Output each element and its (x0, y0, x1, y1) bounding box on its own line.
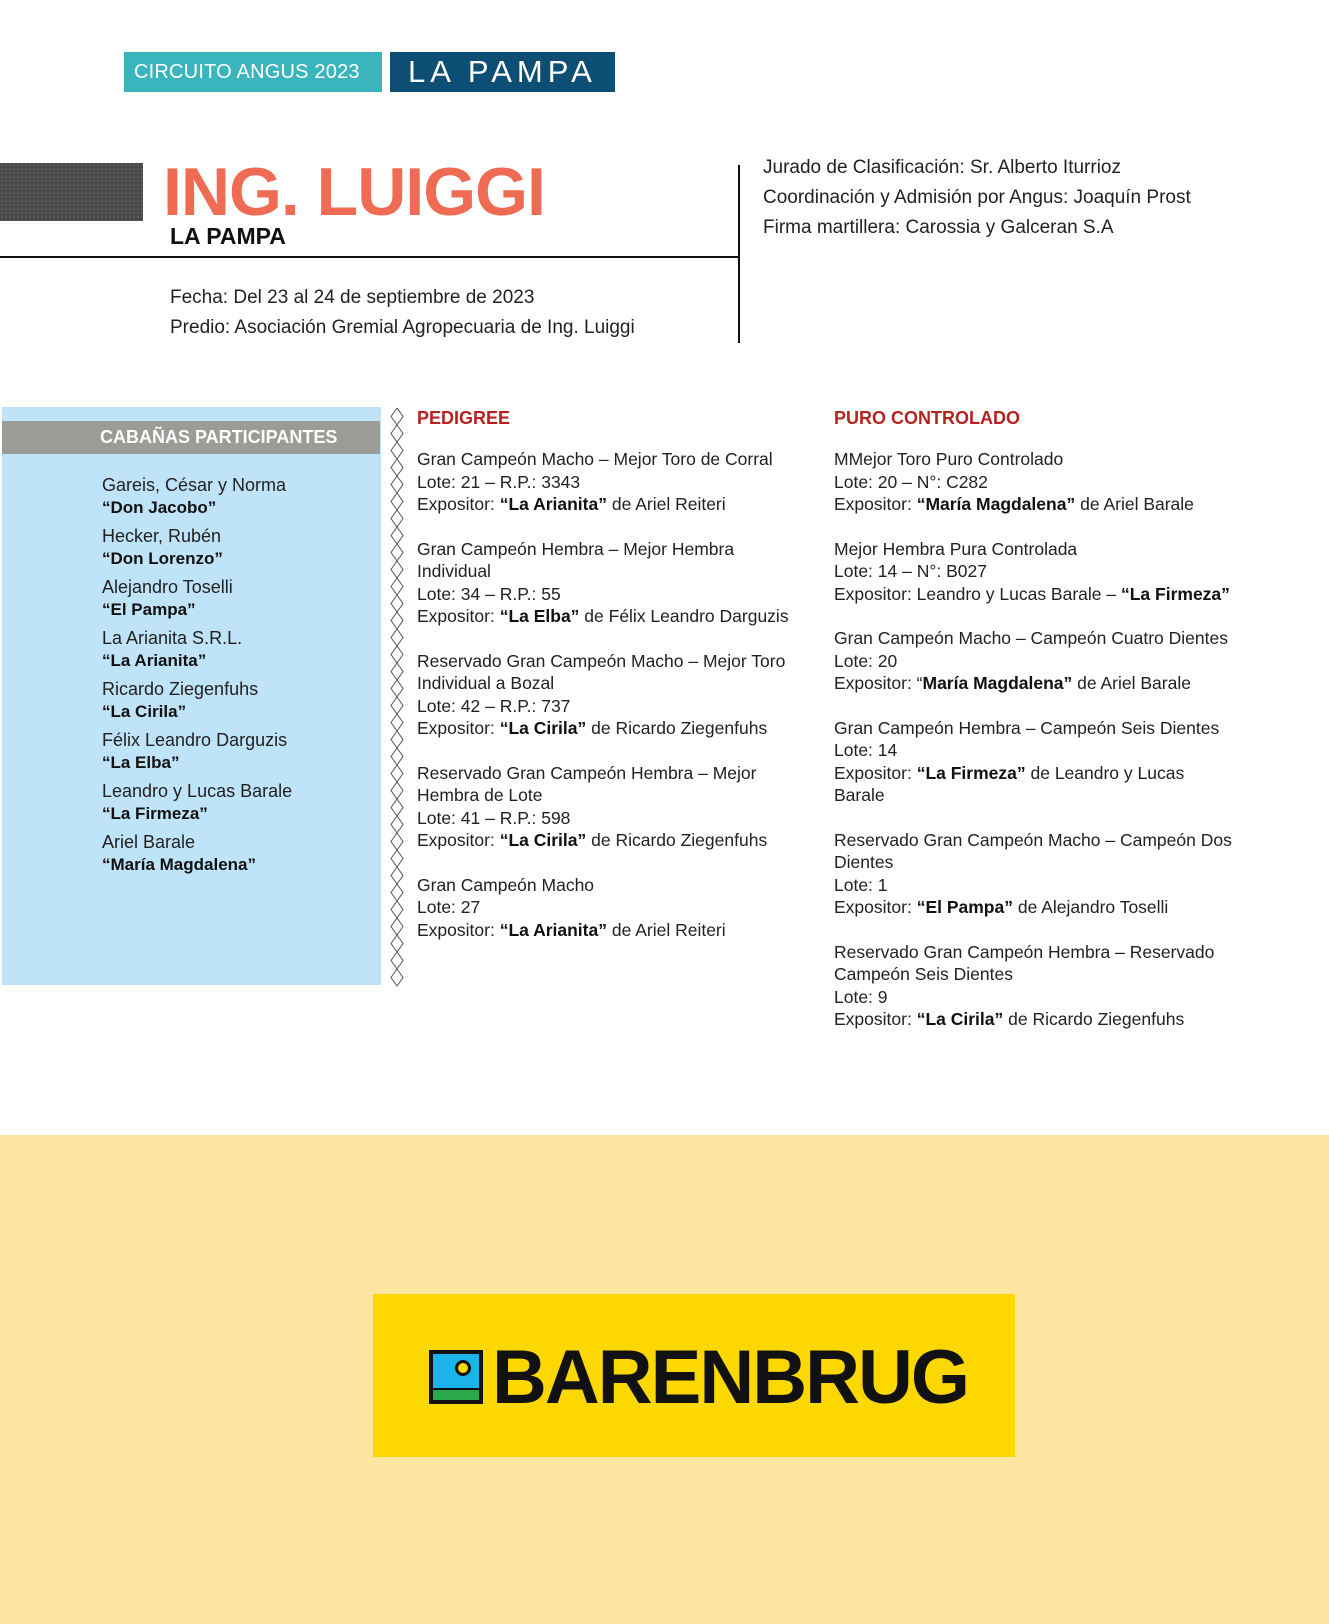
award-title: Gran Campeón Macho (417, 874, 595, 895)
cabana-item (102, 474, 292, 525)
circuit-tag: CIRCUITO ANGUS 2023 (124, 52, 382, 92)
diamond-shape (391, 663, 403, 680)
award-lote: Lote: 27 (417, 897, 481, 917)
official-firma: Firma martillera: Carossia y Galceran S.A (763, 217, 1114, 238)
award-block (834, 717, 1234, 807)
award-expositor (834, 1008, 1234, 1031)
logo-grass (433, 1390, 479, 1400)
award-lote: Lote: 9 (834, 986, 888, 1007)
award-title: Mejor Hembra Pura Controlada (834, 538, 1078, 559)
expositor-suffix: de Ricardo Ziegenfuhs (586, 830, 768, 850)
logo-sun (455, 1360, 471, 1376)
award-block (834, 448, 1234, 516)
award-lote: Lote: 41 – R.P.: 598 (417, 807, 571, 828)
cabanas-list (102, 474, 292, 882)
award-expositor (417, 829, 797, 852)
award-lote: Lote: 14 (834, 740, 898, 760)
expositor-prefix: Expositor: (417, 919, 500, 940)
award-lote: Lote: 20 (834, 650, 898, 671)
award-title: Gran Campeón Macho – Campeón Cuatro Dientes (834, 628, 1228, 648)
cabana-farm: “La Cirila” (102, 702, 187, 721)
expositor-prefix: Expositor: Leandro y Lucas Barale – (834, 583, 1121, 604)
expositor-suffix: de Ricardo Ziegenfuhs (1003, 1009, 1185, 1029)
cabana-farm: “Don Lorenzo” (102, 549, 223, 568)
expositor-farm: “La Cirila” (499, 830, 587, 850)
diamond-shape (391, 442, 403, 459)
diamond-shape (391, 969, 403, 986)
expositor-farm: “La Arianita” (499, 919, 607, 940)
award-block (417, 762, 797, 852)
cabana-owner: La Arianita S.R.L. (102, 628, 243, 648)
expositor-suffix: de Ariel Reiteri (606, 494, 726, 514)
award-lote: Lote: 34 – R.P.: 55 (417, 583, 561, 604)
cabana-owner: Félix Leandro Darguzis (102, 730, 288, 750)
award-block (834, 829, 1234, 919)
expositor-prefix: Expositor: (417, 718, 500, 738)
cabana-farm: “El Pampa” (102, 600, 196, 619)
cabana-farm: “La Arianita” (102, 651, 207, 670)
expositor-suffix: de Ricardo Ziegenfuhs (586, 718, 768, 738)
diamond-shape (391, 816, 403, 833)
expositor-farm: “La Elba” (499, 606, 580, 626)
expositor-suffix: de Alejandro Toselli (1012, 897, 1169, 917)
diamond-shape (391, 425, 403, 442)
event-info (170, 283, 635, 343)
cabana-farm: “María Magdalena” (102, 855, 256, 874)
cabana-owner: Alejandro Toselli (102, 577, 233, 597)
diamond-shape (391, 493, 403, 510)
award-lote: Lote: 42 – R.P.: 737 (417, 695, 571, 716)
award-expositor (834, 896, 1234, 919)
diamond-shape (391, 952, 403, 969)
expositor-farm: “El Pampa” (916, 897, 1013, 917)
award-expositor (834, 762, 1234, 807)
award-expositor (417, 717, 797, 740)
award-title: Reservado Gran Campeón Macho – Mejor Toro Individual a Bozal (417, 650, 786, 693)
diamond-shape (391, 544, 403, 561)
award-block (834, 941, 1234, 1031)
diamond-shape (391, 901, 403, 918)
award-title: Reservado Gran Campeón Macho – Campeón Dos Dientes (834, 829, 1232, 872)
diamond-shape (391, 527, 403, 544)
title-accent-block (0, 163, 143, 221)
diamond-shape (391, 850, 403, 867)
award-expositor (834, 672, 1234, 695)
diamond-shape (391, 408, 403, 425)
event-date: Fecha: Del 23 al 24 de septiembre de 2023 (170, 287, 535, 308)
cabana-owner: Hecker, Rubén (102, 526, 222, 546)
award-expositor (834, 493, 1234, 516)
diamond-shape (391, 714, 403, 731)
expositor-farm: “La Arianita” (499, 494, 607, 514)
diamond-shape (391, 680, 403, 697)
diamond-shape (391, 476, 403, 493)
expositor-farm: “La Firmeza” (916, 762, 1026, 783)
cabana-item (102, 729, 292, 780)
diamond-shape (391, 561, 403, 578)
award-block (417, 874, 797, 942)
diamond-shape (391, 765, 403, 782)
expositor-suffix: de Félix Leandro Darguzis (579, 606, 789, 626)
diamond-shape (391, 612, 403, 629)
award-block (834, 538, 1234, 606)
award-lote: Lote: 1 (834, 874, 888, 895)
expositor-farm: “La Firmeza” (1120, 583, 1230, 604)
expositor-suffix: de Ariel Reiteri (606, 919, 726, 940)
diamond-shape (391, 595, 403, 612)
cabana-farm: “La Firmeza” (102, 804, 208, 823)
puro-controlado-awards (834, 448, 1234, 1031)
award-block (417, 448, 797, 516)
expositor-farm: “María Magdalena” (916, 494, 1076, 514)
award-title: Gran Campeón Hembra – Mejor Hembra Individual (417, 538, 735, 581)
cabana-farm: “La Elba” (102, 753, 180, 772)
page-title: ING. LUIGGI (163, 154, 545, 230)
vertical-divider (738, 165, 740, 343)
award-lote: Lote: 14 – N°: B027 (834, 561, 987, 581)
official-coordinacion: Coordinación y Admisión por Angus: Joaquín Prost (763, 187, 1191, 208)
expositor-farm: María Magdalena” (922, 673, 1073, 693)
cabana-item (102, 831, 292, 882)
award-expositor (417, 605, 797, 628)
diamond-shape (391, 459, 403, 476)
expositor-farm: “La Cirila” (499, 718, 587, 738)
expositor-prefix: Expositor: (834, 897, 917, 917)
expositor-suffix: de Ariel Barale (1075, 494, 1194, 514)
expositor-prefix: Expositor: (834, 1009, 917, 1029)
award-title: Gran Campeón Hembra – Campeón Seis Dientes (834, 717, 1220, 738)
award-title: MMejor Toro Puro Controlado (834, 449, 1064, 469)
award-expositor (417, 919, 797, 942)
cabana-item (102, 627, 292, 678)
award-block (417, 650, 797, 740)
cabanas-heading: CABAÑAS PARTICIPANTES (2, 421, 380, 454)
diamond-shape (391, 833, 403, 850)
official-jurado: Jurado de Clasificación: Sr. Alberto Iturrioz (763, 157, 1122, 178)
puro-controlado-column (834, 406, 1234, 1053)
expositor-prefix: Expositor: (417, 830, 500, 850)
cabana-farm: “Don Jacobo” (102, 498, 217, 517)
cabana-item (102, 576, 292, 627)
award-expositor (834, 583, 1234, 606)
diamond-shape (391, 884, 403, 901)
diamond-shape (391, 918, 403, 935)
event-venue: Predio: Asociación Gremial Agropecuaria de Ing. Luiggi (170, 317, 635, 338)
diamond-shape (391, 510, 403, 527)
expositor-farm: “La Cirila” (916, 1009, 1004, 1029)
officials-info (763, 153, 1191, 243)
pedigree-awards (417, 448, 797, 941)
award-title: Reservado Gran Campeón Hembra – Reservado Campeón Seis Dientes (834, 941, 1215, 984)
diamond-shape (391, 867, 403, 884)
award-expositor (417, 493, 797, 516)
diamond-shape (391, 697, 403, 714)
expositor-prefix: Expositor: (417, 606, 500, 626)
award-block (834, 627, 1234, 695)
diamond-shape (391, 799, 403, 816)
expositor-suffix: de Leandro y Lucas Barale (834, 762, 1185, 805)
puro-controlado-heading: PURO CONTROLADO (834, 408, 1020, 428)
page-subtitle: LA PAMPA (170, 223, 286, 249)
award-lote: Lote: 20 – N°: C282 (834, 471, 988, 492)
expositor-prefix: Expositor: (834, 494, 917, 514)
diamond-shape (391, 629, 403, 646)
award-block (417, 538, 797, 628)
cabana-item (102, 525, 292, 576)
sponsor-logo-text: BARENBRUG (492, 1335, 968, 1420)
award-title: Gran Campeón Macho – Mejor Toro de Corral (417, 449, 773, 469)
title-divider (0, 256, 740, 258)
pedigree-column (417, 406, 797, 963)
expositor-suffix: de Ariel Barale (1072, 673, 1191, 693)
expositor-prefix: Expositor: (417, 494, 500, 514)
region-tag: LA PAMPA (390, 52, 615, 92)
award-lote: Lote: 21 – R.P.: 3343 (417, 471, 581, 492)
barenbrug-logo-icon (429, 1350, 483, 1404)
diamond-shape (391, 646, 403, 663)
diamond-shape (391, 731, 403, 748)
cabana-item (102, 780, 292, 831)
diamond-shape (391, 748, 403, 765)
diamond-shape (391, 578, 403, 595)
expositor-prefix: Expositor: “ (834, 673, 923, 693)
diamond-chain-divider (390, 408, 404, 988)
diamond-shape (391, 782, 403, 799)
expositor-prefix: Expositor: (834, 762, 917, 783)
award-title: Reservado Gran Campeón Hembra – Mejor Hembra de Lote (417, 762, 757, 805)
cabana-owner: Gareis, César y Norma (102, 475, 287, 495)
diamond-shape (391, 935, 403, 952)
cabana-item (102, 678, 292, 729)
cabana-owner: Ariel Barale (102, 832, 196, 852)
pedigree-heading: PEDIGREE (417, 408, 511, 428)
cabana-owner: Leandro y Lucas Barale (102, 781, 293, 801)
cabana-owner: Ricardo Ziegenfuhs (102, 679, 259, 699)
